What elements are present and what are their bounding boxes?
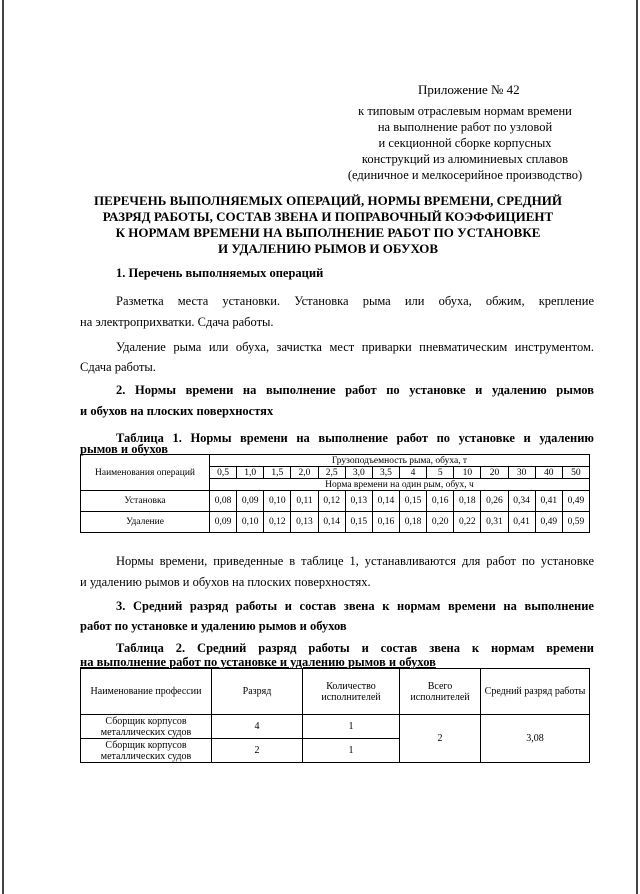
table1-caption-line2: рымов и обухов	[80, 442, 168, 456]
note-line2: и удалению рымов и обухов на плоских поверхностях.	[80, 575, 371, 589]
table1-load-cell: 1,0	[237, 467, 264, 479]
page-border-right	[636, 0, 638, 894]
table1-header-operation: Наименования операций	[81, 455, 210, 491]
table1-value-cell: 0,12	[318, 491, 345, 512]
table2-cell-count: 1	[303, 739, 400, 763]
table1-load-cell: 10	[454, 467, 481, 479]
table1-load-cell: 5	[427, 467, 454, 479]
table1-value-cell: 0,18	[454, 491, 481, 512]
table2-cell-profession: Сборщик корпусов металлических судов	[81, 739, 212, 763]
page-border-left	[2, 0, 4, 894]
table1-value-cell: 0,14	[372, 491, 399, 512]
table2-header-grade: Разряд	[212, 669, 303, 715]
table1-value-cell: 0,49	[535, 512, 562, 533]
table2-cell-count: 1	[303, 715, 400, 739]
table1-value-cell: 0,26	[481, 491, 508, 512]
table1-load-cell: 40	[535, 467, 562, 479]
table1-load-cell: 50	[562, 467, 589, 479]
section2-heading-line1: 2. Нормы времени на выполнение работ по установке и удалению рымов	[116, 383, 594, 397]
table1-value-cell: 0,09	[210, 512, 237, 533]
section3-heading-line2: работ по установке и удалению рымов и обухов	[80, 619, 347, 633]
table2-cell-avg-grade: 3,08	[481, 715, 590, 763]
table1-value-cell: 0,59	[562, 512, 589, 533]
table1-value-cell: 0,31	[481, 512, 508, 533]
table1-value-cell: 0,14	[318, 512, 345, 533]
table1-value-cell: 0,10	[237, 512, 264, 533]
table1-value-cell: 0,16	[427, 491, 454, 512]
table1-load-cell: 2,0	[291, 467, 318, 479]
table2	[80, 668, 590, 763]
title-line: И УДАЛЕНИЮ РЫМОВ И ОБУХОВ	[217, 241, 439, 256]
section1-para1-line2: на электроприхватки. Сдача работы.	[80, 315, 274, 329]
table1-caption-line1: Таблица 1. Нормы времени на выполнение работ по установке и удалению	[116, 431, 594, 445]
title-line: ПЕРЕЧЕНЬ ВЫПОЛНЯЕМЫХ ОПЕРАЦИЙ, НОРМЫ ВРЕМЕНИ, СРЕДНИЙ	[94, 193, 562, 208]
table1-value-cell: 0,41	[508, 512, 535, 533]
table2-cell-total: 2	[400, 715, 481, 763]
appendix-subtitle-line: к типовым отраслевым нормам времени	[358, 104, 572, 118]
table2-cell-grade: 4	[212, 715, 303, 739]
table2-header-count: Количество исполнителей	[303, 669, 400, 715]
table1-value-cell: 0,10	[264, 491, 291, 512]
table1-value-cell: 0,08	[210, 491, 237, 512]
table-row	[81, 491, 590, 512]
table1-value-cell: 0,34	[508, 491, 535, 512]
table2-cell-profession: Сборщик корпусов металлических судов	[81, 715, 212, 739]
appendix-subtitle-line: (единичное и мелкосерийное производство)	[347, 168, 583, 182]
document-title	[78, 193, 578, 257]
table1-value-cell: 0,41	[535, 491, 562, 512]
table1-value-cell: 0,09	[237, 491, 264, 512]
section2-heading-line2: и обухов на плоских поверхностях	[80, 404, 274, 418]
section1-para1-line1: Разметка места установки. Установка рыма или обуха, обжим, крепление	[116, 294, 594, 308]
table1-value-cell: 0,11	[291, 491, 318, 512]
table1-load-cell: 1,5	[264, 467, 291, 479]
appendix-subtitle	[340, 103, 590, 183]
section1-heading: 1. Перечень выполняемых операций	[116, 266, 324, 280]
appendix-subtitle-line: и секционной сборке корпусных	[378, 136, 552, 150]
table2-header-profession: Наименование профессии	[81, 669, 212, 715]
table2-header-avg-grade: Средний разряд работы	[481, 669, 590, 715]
table1-value-cell: 0,22	[454, 512, 481, 533]
table1-header-row	[81, 455, 590, 467]
table1-load-cell: 30	[508, 467, 535, 479]
table1-value-cell: 0,12	[264, 512, 291, 533]
table1-load-cell: 3,0	[345, 467, 372, 479]
table1-value-cell: 0,13	[345, 491, 372, 512]
table2-cell-grade: 2	[212, 739, 303, 763]
table1-load-cell: 20	[481, 467, 508, 479]
table-row	[81, 512, 590, 533]
note-line1: Нормы времени, приведенные в таблице 1, устанавливаются для работ по установке	[116, 554, 594, 568]
table1-load-cell: 4	[399, 467, 426, 479]
table1-value-cell: 0,15	[345, 512, 372, 533]
table1-value-cell: 0,49	[562, 491, 589, 512]
table1-value-cell: 0,20	[427, 512, 454, 533]
table1	[80, 454, 590, 533]
title-line: К НОРМАМ ВРЕМЕНИ НА ВЫПОЛНЕНИЕ РАБОТ ПО УСТАНОВКЕ	[115, 225, 541, 240]
table1-value-cell: 0,16	[372, 512, 399, 533]
section3-heading-line1: 3. Средний разряд работы и состав звена к нормам времени на выполнение	[116, 599, 594, 613]
section1-para2-line1: Удаление рыма или обуха, зачистка мест приварки пневматическим инструментом.	[116, 340, 594, 354]
table2-header-total: Всего исполнителей	[400, 669, 481, 715]
title-line: РАЗРЯД РАБОТЫ, СОСТАВ ЗВЕНА И ПОПРАВОЧНЫЙ КОЭФФИЦИЕНТ	[102, 209, 554, 224]
table2-caption-line2: на выполнение работ по установке и удалению рымов и обухов	[80, 655, 436, 669]
table1-value-cell: 0,15	[399, 491, 426, 512]
table1-operation-name: Установка	[81, 491, 210, 512]
table1-load-cell: 0,5	[210, 467, 237, 479]
table1-value-cell: 0,18	[399, 512, 426, 533]
table-row	[81, 715, 590, 739]
table2-caption-line1: Таблица 2. Средний разряд работы и состав звена к нормам времени	[116, 641, 594, 655]
section1-para2-line2: Сдача работы.	[80, 360, 156, 374]
table1-operation-name: Удаление	[81, 512, 210, 533]
table1-load-cell: 3,5	[372, 467, 399, 479]
appendix-subtitle-line: конструкций из алюминиевых сплавов	[361, 152, 569, 166]
appendix-subtitle-line: на выполнение работ по узловой	[377, 120, 553, 134]
table1-header-load: Грузоподъемность рыма, обуха, т	[210, 455, 590, 467]
table1-load-cell: 2,5	[318, 467, 345, 479]
table1-value-cell: 0,13	[291, 512, 318, 533]
table1-header-norm: Норма времени на один рым, обух, ч	[210, 479, 590, 491]
appendix-number: Приложение № 42	[418, 82, 520, 97]
